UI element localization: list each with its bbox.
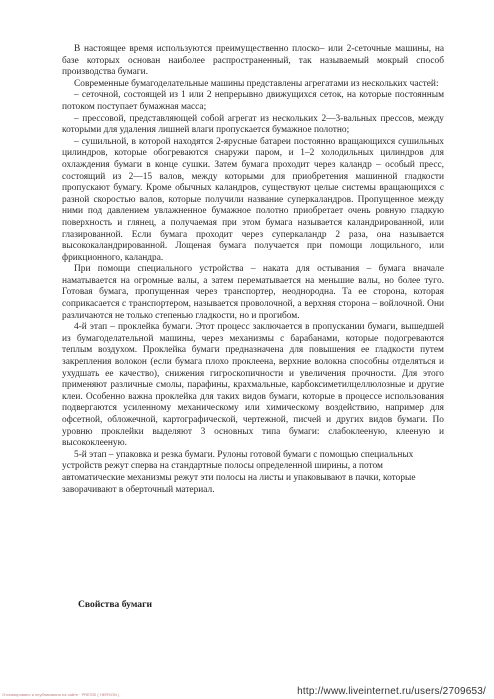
paragraph-intro: В настоящее время используются преимущественно плоско– или 2-сеточные машины, на базе которых основан наиболее распространенный, так называемый мокрый способ производства бумаги. bbox=[62, 44, 444, 78]
paragraph-packing: 5-й этап – упаковка и резка бумаги. Рулоны готовой бумаги с помощью специальных устройств режут сперва на стандартные полосы определенной ширины, а потом автоматические механизмы режут эти полосы на листы и упаковывают в пачки, которые заворачивают в оберточный материал. bbox=[62, 449, 416, 495]
paragraph-drying-part: – сушильной, в которой находятся 2-ярусные батареи постоянно вращающихся сушильных цилиндров, которые обогреваются снаружи паром, и 1–2 холодильных цилиндров для охлаждения бумаги в конце сушки. Затем бумага проходит через каландр – особый пресс, состоящий из 2—15 валов, между которыми для приобретения машинной гладкости пропускают бумагу. Кроме обычных каландров, существуют целые системы вращающихся с разной скоростью валов, которые получили название суперкаландров. Пропущенное между ними под давлением увлажненное бумажное полотно приобретает очень ровную гладкую поверхность и глянец, а получаемая при этом бумага называется каландрированной, или глазированной. Если бумага проходит через суперкаландр 2 раза, она называется высококаландрированной. Лощеная бумага получается при помощи лощильного, или фрикционного, каландра. bbox=[62, 136, 444, 263]
paragraph-mesh-part: – сеточной, состоящей из 1 или 2 непрерывно движущихся сеток, на которые постоянным потоком поступает бумажная масса; bbox=[62, 90, 444, 112]
paragraph-reel: При помощи специального устройства – наката для остывания – бумага вначале наматывается на огромные валы, а затем перематывается на меньшие валы, но более тугo. Готовая бумага, пропущенная через транспортер, неоднородна. Та ее сторона, которая соприкасается с транспортером, называется проволочной, а верхняя сторона – войлочной. Они различаются не только степенью гладкости, но и прогибом. bbox=[62, 264, 444, 321]
paragraph-sizing: 4-й этап – проклейка бумаги. Этот процесс заключается в пропускании бумаги, вышедшей из бумагоделательной машины, через механизмы с барабанами, которые подогреваются теплым воздухом. Проклейка бумаги предназначена для повышения ее гладкости путем закрепления волокон (если бумага плохо проклеена, верхние волокна способны отделяться и ухудшать ее качество), снижения гигроскопичности и увеличения прочности. Для этого применяют различные смолы, парафины, крахмальные, карбоксиметилцеллюлозные и другие клеи. Особенно важна проклейка для таких видов бумаги, которые в процессе использования подвергаются усиленному механическому или химическому воздействию, например для офсетной, обложечной, картографической, чертежной, писчей и других видов бумаги. По уровню проклейки выделяют 3 основных типа бумаги: слабоклееную, клееную и высококлееную. bbox=[62, 322, 444, 449]
section-heading: Свойства бумаги bbox=[78, 599, 152, 610]
scan-note: Отсканировано и опубликовано на сайте · PRESSI ( HERSON ) bbox=[2, 692, 120, 697]
body-text bbox=[62, 44, 444, 496]
paragraph-press-part: – прессовой, представляющей собой агрегат из нескольких 2—3-вальных прессов, между которыми для удаления лишней влаги пропускается бумажное полотно; bbox=[62, 113, 444, 136]
watermark-url[interactable]: http://www.liveinternet.ru/users/2709653/ bbox=[297, 686, 486, 697]
paragraph-machines: Современные бумагоделательные машины представлены агрегатами из нескольких частей: bbox=[74, 78, 439, 89]
